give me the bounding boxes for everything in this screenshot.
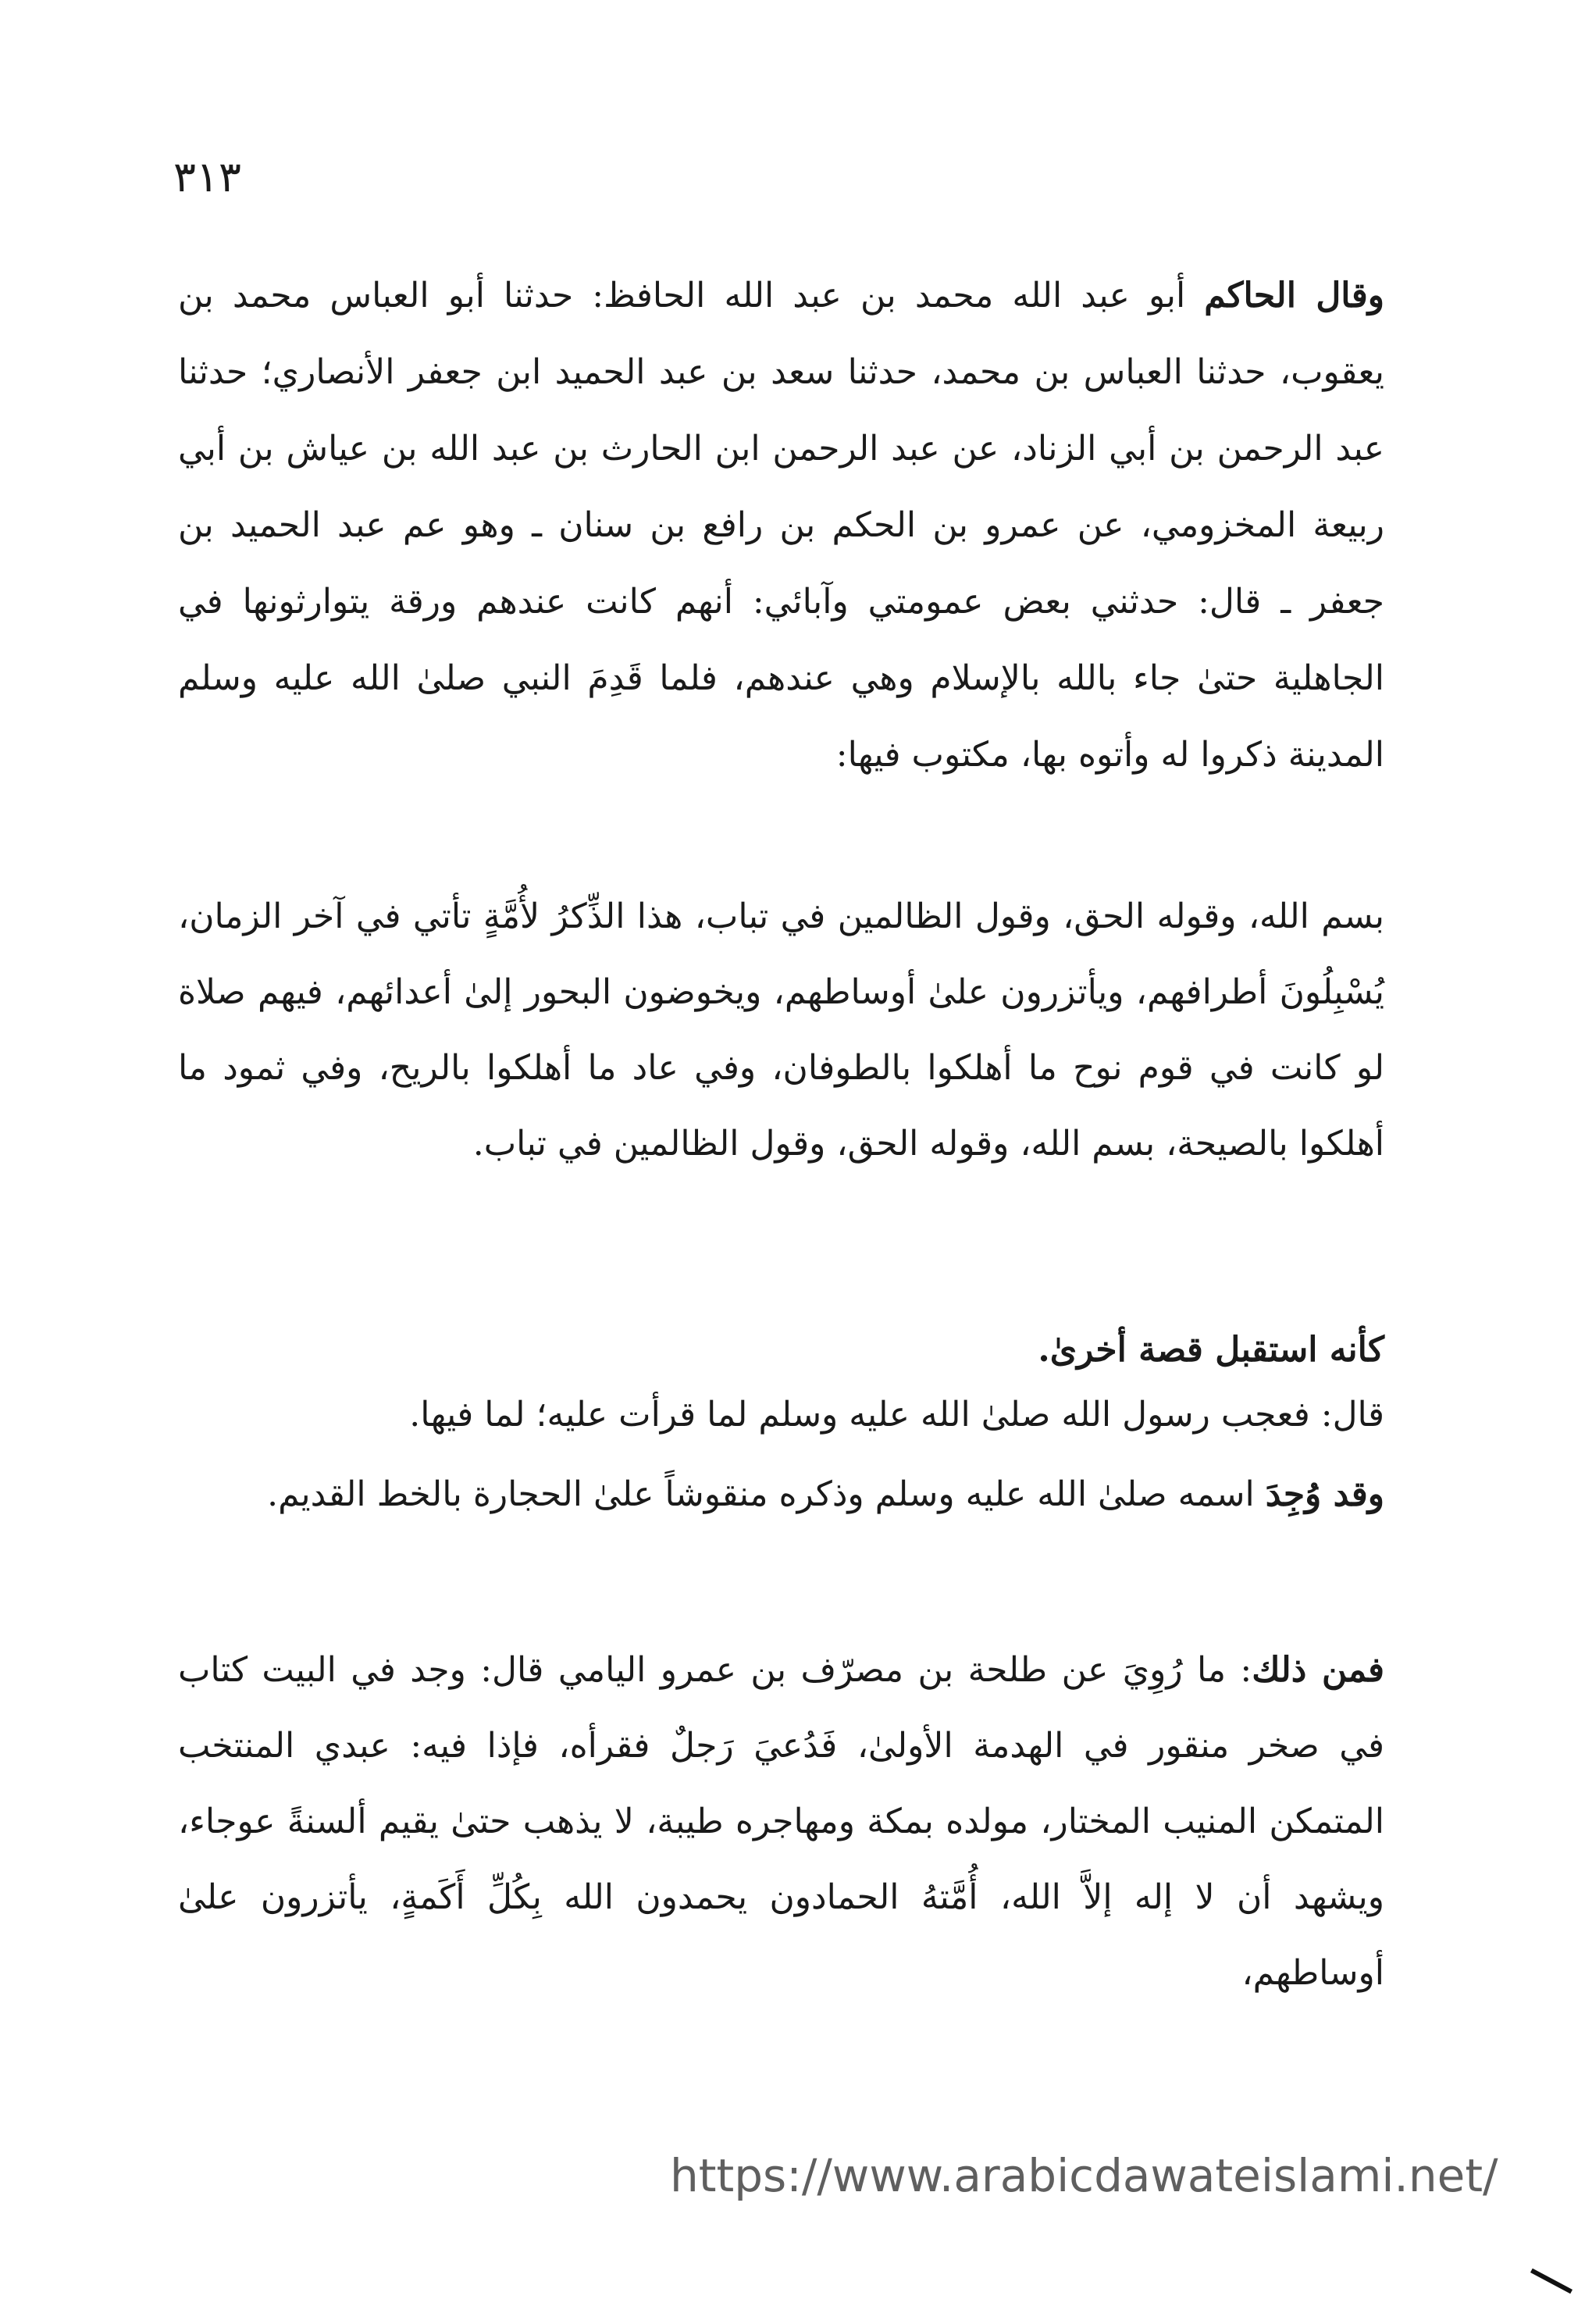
paragraph-talha-narration — [178, 1632, 1384, 2011]
paragraph-text: بسم الله، وقوله الحق، وقول الظالمين في تباب، هذا الذِّكرُ لأُمَّةٍ تأتي في آخر الزمان، يُسْبِلُونَ أطرافهم، ويأتزرون علىٰ أوساطهم، ويخوضون البحور إلىٰ أعدائهم، فيهم صلاة لو كانت في قوم نوح ما أهلكوا بالطوفان، وفي عاد ما أهلكوا بالريح، وفي ثمود ما أهلكوا بالصيحة، بسم الله، وقوله الحق، وقول الظالمين في تباب. — [178, 896, 1384, 1164]
paragraph-lead: فمن ذلك — [1252, 1650, 1384, 1690]
paragraph-text: كأنه استقبل قصة أخرىٰ. — [1038, 1330, 1384, 1370]
paragraph-prophet-amazed — [178, 1377, 1384, 1452]
paragraph-lead: وقد وُجِدَ — [1265, 1474, 1384, 1514]
paragraph-text: اسمه صلىٰ الله عليه وسلم وذكره منقوشاً علىٰ الحجارة بالخط القديم. — [267, 1474, 1266, 1514]
paragraph-text: قال: فعجب رسول الله صلىٰ الله عليه وسلم لما قرأت عليه؛ لما فيها. — [409, 1395, 1384, 1435]
paragraph-text: : ما رُوِيَ عن طلحة بن مصرّف بن عمرو اليامي قال: وجد في البيت كتاب في صخر منقور في الهدمة الأولىٰ، فَدُعيَ رَجلٌ فقرأه، فإذا فيه: عبدي المنتخب المتمكن المنيب المختار، مولده بمكة ومهاجره طيبة، لا يذهب حتىٰ يقيم ألسنةً عوجاء، ويشهد أن لا إله إلاَّ الله، أُمَّتهُ الحمادون يحمدون الله بِكُلِّ أَكَمةٍ، يأتزرون علىٰ أوساطهم، — [178, 1650, 1384, 1993]
paragraph-name-engraved — [178, 1456, 1384, 1532]
paragraph-inscription-text — [178, 879, 1384, 1182]
source-watermark-url: https://www.arabicdawateislami.net/ — [670, 2149, 1498, 2202]
page-edge-mark — [1530, 2269, 1573, 2294]
paragraph-lead: وقال الحاكم — [1204, 276, 1384, 315]
paragraph-text: أبو عبد الله محمد بن عبد الله الحافظ: حدثنا أبو العباس محمد بن يعقوب، حدثنا العباس بن محمد، حدثنا سعد بن عبد الحميد ابن جعفر الأنصاري؛ حدثنا عبد الرحمن بن أبي الزناد، عن عبد الرحمن ابن الحارث بن عبد الله بن عياش بن أبي ربيعة المخزومي، عن عمرو بن الحكم بن رافع بن سنان ـ وهو عم عبد الحميد بن جعفر ـ قال: حدثني بعض عمومتي وآبائي: أنهم كانت عندهم ورقة يتوارثونها في الجاهلية حتىٰ جاء بالله بالإسلام وهي عندهم، فلما قَدِمَ النبي صلىٰ الله عليه وسلم المدينة ذكروا له وأتوه بها، مكتوب فيها: — [178, 276, 1385, 775]
page-number: ٣١٣ — [173, 152, 242, 201]
paragraph-hakim-narration — [178, 258, 1384, 793]
